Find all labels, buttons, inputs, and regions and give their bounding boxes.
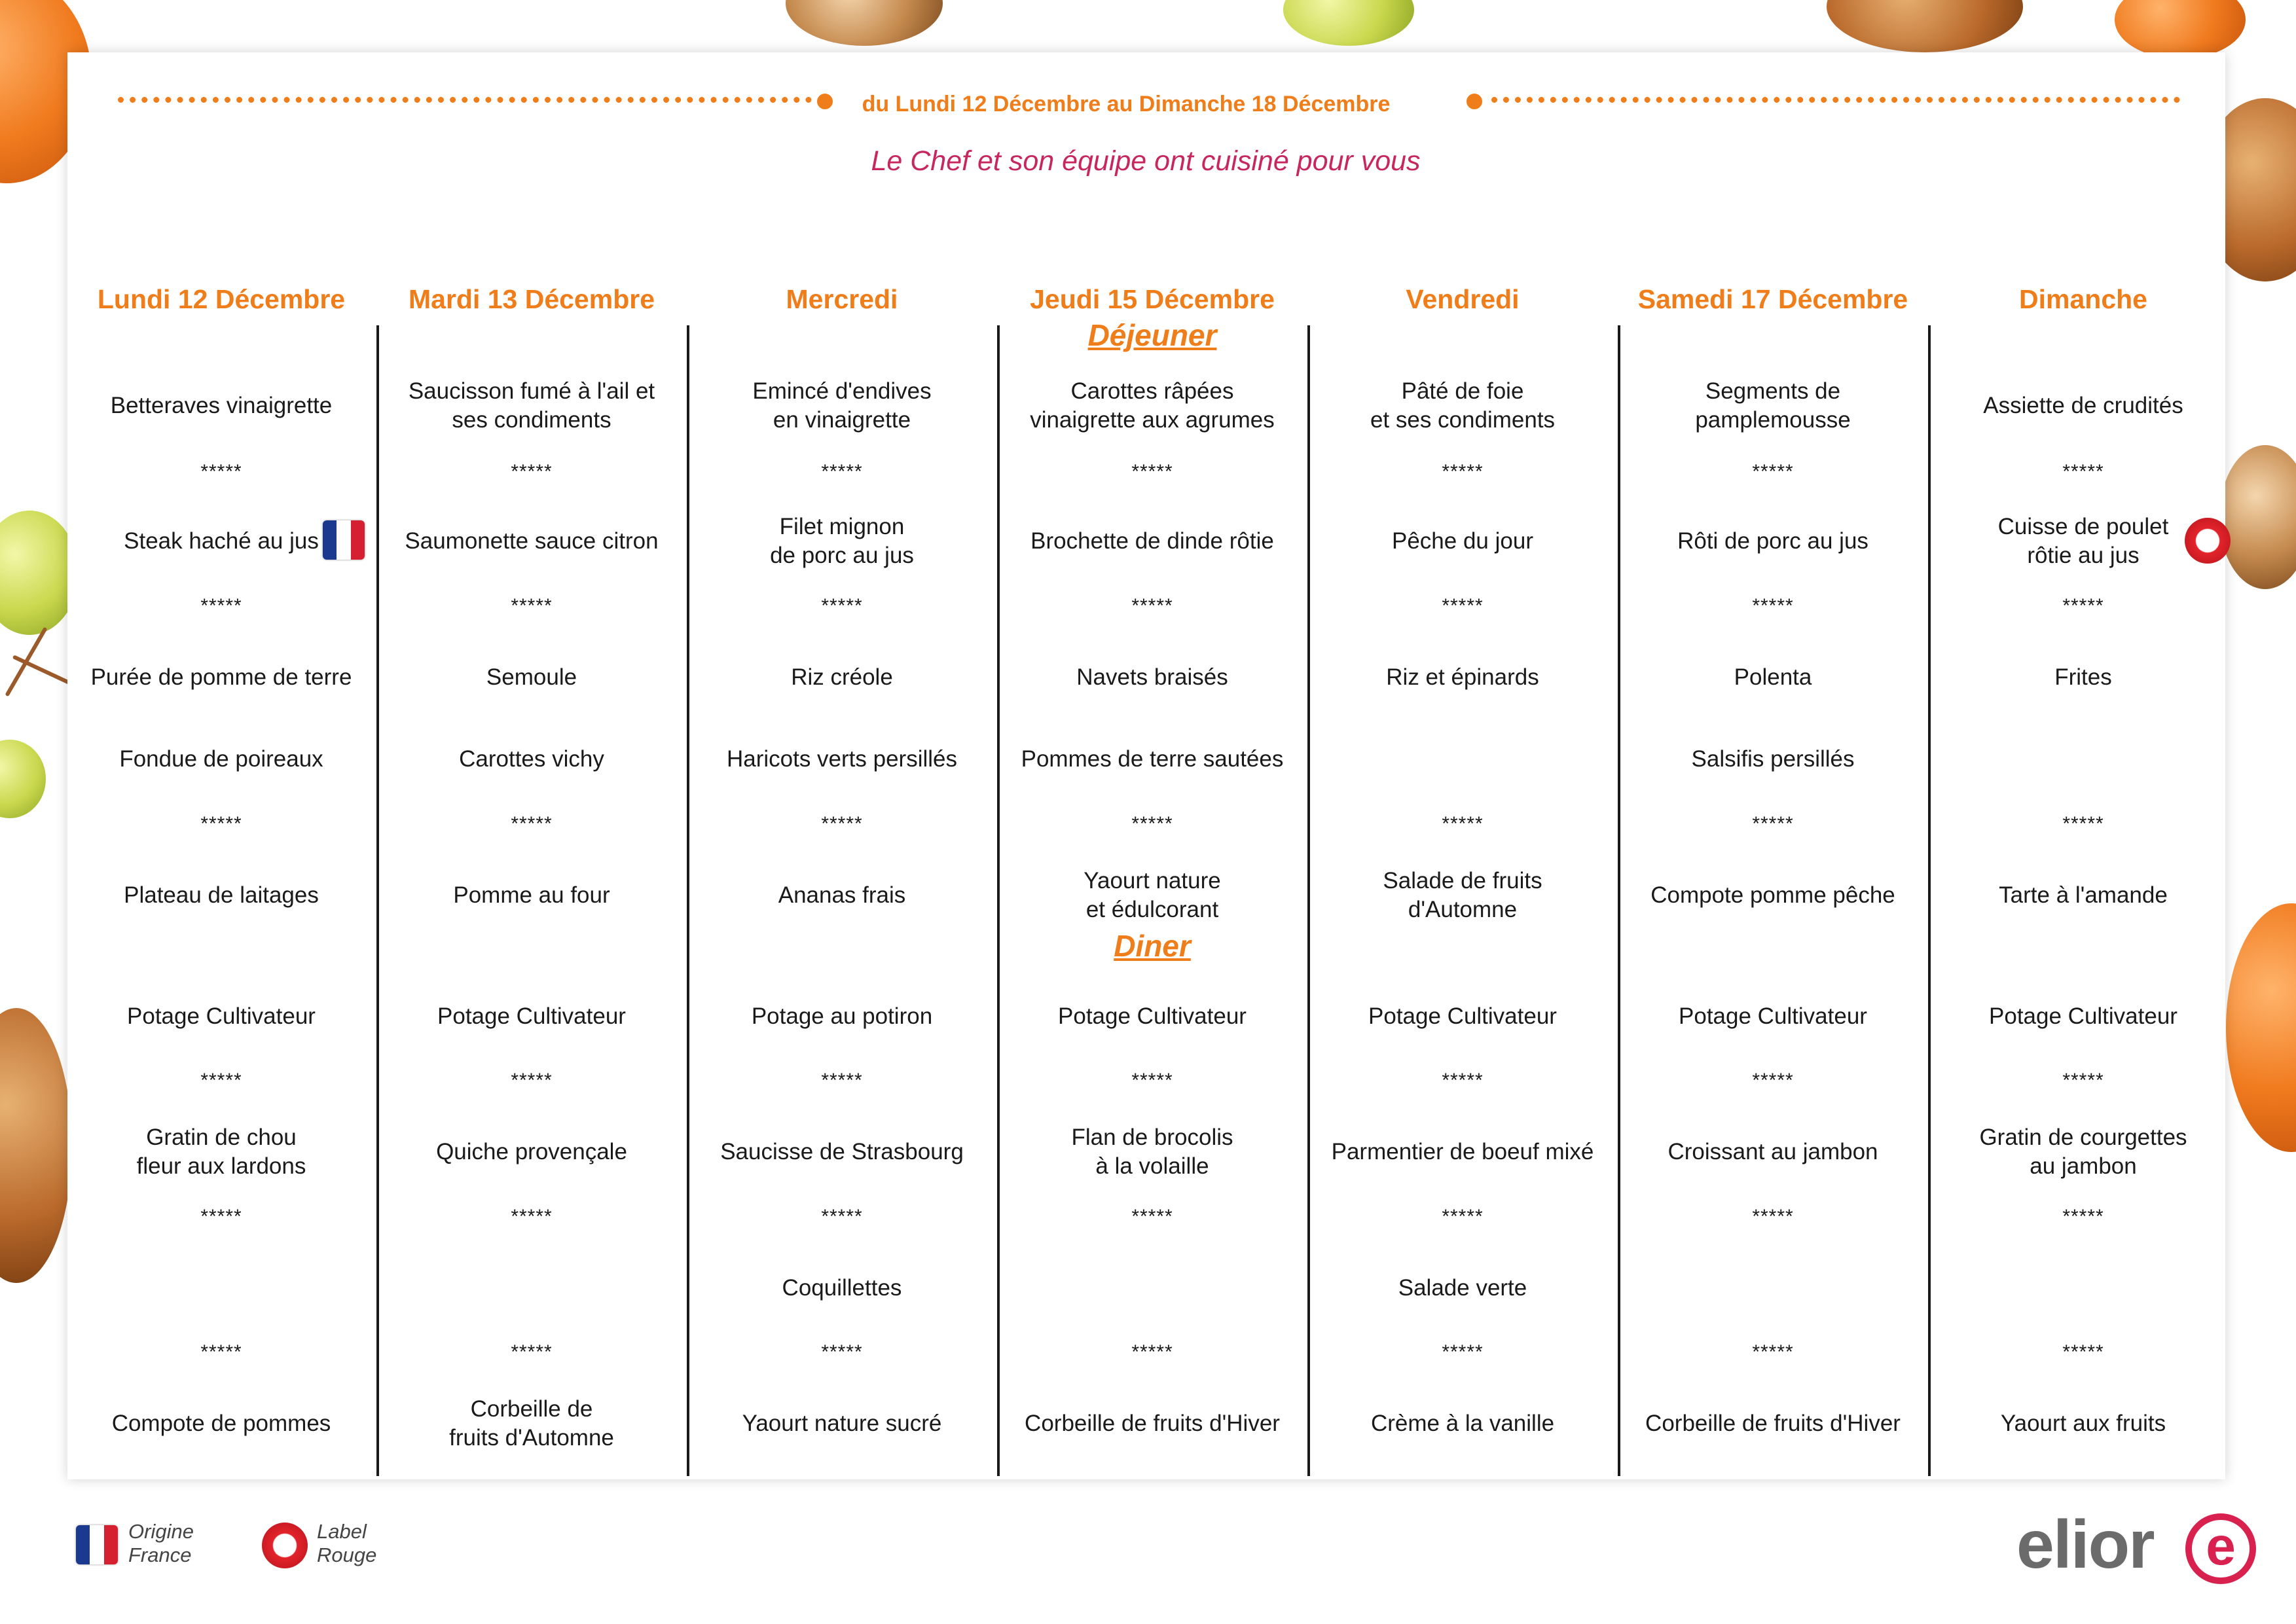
side-dish: Fondue de poireaux [119,746,323,772]
side-dish: Haricots verts persillés [726,746,958,772]
soup-dish: Potage Cultivateur [1679,1003,1867,1029]
day-heading: Mercredi [786,284,898,314]
separator-stars: ***** [1131,1070,1173,1091]
starter-dish: Assiette de crudités [1983,393,2183,418]
dessert-dish: Compote pomme pêche [1650,882,1895,908]
dinner-dessert-dish: Crème à la vanille [1370,1411,1555,1436]
separator-stars: ***** [200,1206,242,1227]
side-dish: Pommes de terre sautées [1021,746,1284,772]
separator-stars: ***** [1752,595,1794,617]
separator-stars: ***** [2062,813,2104,835]
separator-stars: ***** [1442,1341,1484,1363]
dinner-side-dish: Coquillettes [782,1275,902,1301]
separator-stars: ***** [821,813,863,835]
separator-stars: ***** [1442,813,1484,835]
separator-stars: ***** [1442,1070,1484,1091]
side-dish: Purée de pomme de terre [90,664,352,690]
main-dish: Saumonette sauce citron [405,528,659,554]
side-dish: Riz et épinards [1386,664,1539,690]
dinner-main-dish: Gratin de chou fleur aux lardons [136,1125,306,1179]
dinner-label: Diner [1114,929,1191,963]
separator-stars: ***** [1442,595,1484,617]
separator-stars: ***** [1131,1341,1173,1363]
separator-stars: ***** [1752,813,1794,835]
separator-stars: ***** [2062,595,2104,617]
separator-stars: ***** [200,1341,242,1363]
dinner-main-dish: Gratin de courgettes au jambon [1979,1125,2187,1179]
day-heading: Vendredi [1406,284,1520,314]
dotted-rule-left [118,97,812,103]
separator-stars: ***** [1131,813,1173,835]
dot-right [1467,94,1482,109]
starter-dish: Pâté de foie et ses condiments [1370,378,1556,433]
dinner-side-dish [1618,1259,1928,1318]
separator-stars: ***** [1442,1206,1484,1227]
separator-stars: ***** [821,595,863,617]
starter-dish: Carottes râpées vinaigrette aux agrumes [1030,378,1275,433]
soup-dish: Potage Cultivateur [437,1003,626,1029]
dinner-dessert-dish: Yaourt nature sucré [742,1411,942,1436]
separator-stars: ***** [1131,595,1173,617]
main-dish: Filet mignon de porc au jus [770,514,914,568]
day-heading: Jeudi 15 Décembre [1030,284,1275,314]
hazelnut-decoration [786,0,943,46]
separator-stars: ***** [821,1070,863,1091]
dinner-dessert-dish: Yaourt aux fruits [2000,1411,2166,1436]
separator-stars: ***** [511,1341,553,1363]
label-rouge-icon: R [2185,518,2231,564]
pear-decoration [0,740,46,818]
elior-logo-wordmark: elior [2016,1507,2154,1583]
starter-dish: Segments de pamplemousse [1695,378,1851,433]
dessert-dish: Tarte à l'amande [1999,882,2168,908]
dinner-dessert-dish: Corbeille de fruits d'Automne [449,1396,614,1451]
dinner-main-dish: Saucisse de Strasbourg [720,1139,964,1164]
separator-stars: ***** [1752,461,1794,482]
soup-dish: Potage Cultivateur [1989,1003,2178,1029]
origine-france-icon [323,520,365,560]
separator-stars: ***** [2062,1070,2104,1091]
dinner-side-dish: Salade verte [1398,1275,1527,1301]
separator-stars: ***** [511,1206,553,1227]
day-heading: Mardi 13 Décembre [408,284,655,314]
side-dish: Frites [2054,664,2112,690]
side-dish [1307,730,1618,789]
separator-stars: ***** [821,1341,863,1363]
side-dish: Navets braisés [1076,664,1228,690]
separator-stars: ***** [2062,1341,2104,1363]
main-dish: Rôti de porc au jus [1677,528,1868,554]
dinner-dessert-dish: Corbeille de fruits d'Hiver [1025,1411,1280,1436]
soup-dish: Potage au potiron [751,1003,933,1029]
dinner-side-dish [376,1259,687,1318]
dessert-dish: Pomme au four [453,882,610,908]
main-dish: Pêche du jour [1392,528,1533,554]
separator-stars: ***** [200,1070,242,1091]
side-dish: Salsifis persillés [1691,746,1855,772]
mushroom-decoration [0,1008,72,1283]
dinner-main-dish: Quiche provençale [436,1139,627,1164]
separator-stars: ***** [2062,1206,2104,1227]
separator-stars: ***** [1752,1206,1794,1227]
separator-stars: ***** [821,1206,863,1227]
day-heading: Lundi 12 Décembre [97,284,346,314]
dessert-dish: Ananas frais [778,882,906,908]
side-dish: Carottes vichy [459,746,604,772]
soup-dish: Potage Cultivateur [127,1003,316,1029]
origine-france-legend-icon [76,1525,118,1564]
dessert-dish: Plateau de laitages [124,882,319,908]
starter-dish: Saucisson fumé à l'ail et ses condiments [408,378,655,433]
dotted-rule-right [1491,97,2180,103]
day-heading: Samedi 17 Décembre [1637,284,1908,314]
separator-stars: ***** [200,595,242,617]
dinner-main-dish: Croissant au jambon [1667,1139,1878,1164]
mushroom-decoration [1827,0,2023,52]
separator-stars: ***** [511,813,553,835]
separator-stars: ***** [1442,461,1484,482]
separator-stars: ***** [1131,1206,1173,1227]
day-heading: Dimanche [2019,284,2147,314]
separator-stars: ***** [511,461,553,482]
starter-dish: Emincé d'endives en vinaigrette [752,378,932,433]
lunch-label: Déjeuner [1087,318,1217,352]
elior-logo-icon: e [2185,1513,2256,1584]
separator-stars: ***** [1752,1341,1794,1363]
pumpkin-decoration [2115,0,2246,59]
soup-dish: Potage Cultivateur [1058,1003,1247,1029]
separator-stars: ***** [511,595,553,617]
separator-stars: ***** [821,461,863,482]
label-rouge-legend-label: Label Rouge [317,1520,377,1566]
side-dish: Polenta [1734,664,1812,690]
separator-stars: ***** [1752,1070,1794,1091]
side-dish: Semoule [486,664,577,690]
main-dish: Steak haché au jus [124,528,319,554]
dinner-side-dish [997,1259,1307,1318]
separator-stars: ***** [2062,461,2104,482]
main-dish: Brochette de dinde rôtie [1030,528,1274,554]
dinner-dessert-dish: Corbeille de fruits d'Hiver [1645,1411,1901,1436]
origine-france-legend-label: Origine France [128,1520,194,1566]
pear-decoration [1283,0,1414,46]
side-dish: Riz créole [791,664,893,690]
subtitle: Le Chef et son équipe ont cuisiné pour vous [871,145,1421,177]
starter-dish: Betteraves vinaigrette [110,393,333,418]
dinner-side-dish [1928,1259,2238,1318]
dinner-side-dish [66,1259,376,1318]
dinner-main-dish: Parmentier de boeuf mixé [1331,1139,1594,1164]
separator-stars: ***** [200,813,242,835]
dinner-main-dish: Flan de brocolis à la volaille [1071,1125,1233,1179]
separator-stars: ***** [1131,461,1173,482]
dessert-dish: Salade de fruits d'Automne [1383,868,1542,922]
dessert-dish: Yaourt nature et édulcorant [1084,868,1221,922]
separator-stars: ***** [200,461,242,482]
separator-stars: ***** [511,1070,553,1091]
period-title: du Lundi 12 Décembre au Dimanche 18 Décembre [862,92,1391,117]
label-rouge-legend-icon: R [262,1523,308,1568]
main-dish: Cuisse de poulet rôtie au jus [1997,514,2169,568]
side-dish [1928,730,2238,789]
dinner-dessert-dish: Compote de pommes [111,1411,331,1436]
soup-dish: Potage Cultivateur [1368,1003,1557,1029]
